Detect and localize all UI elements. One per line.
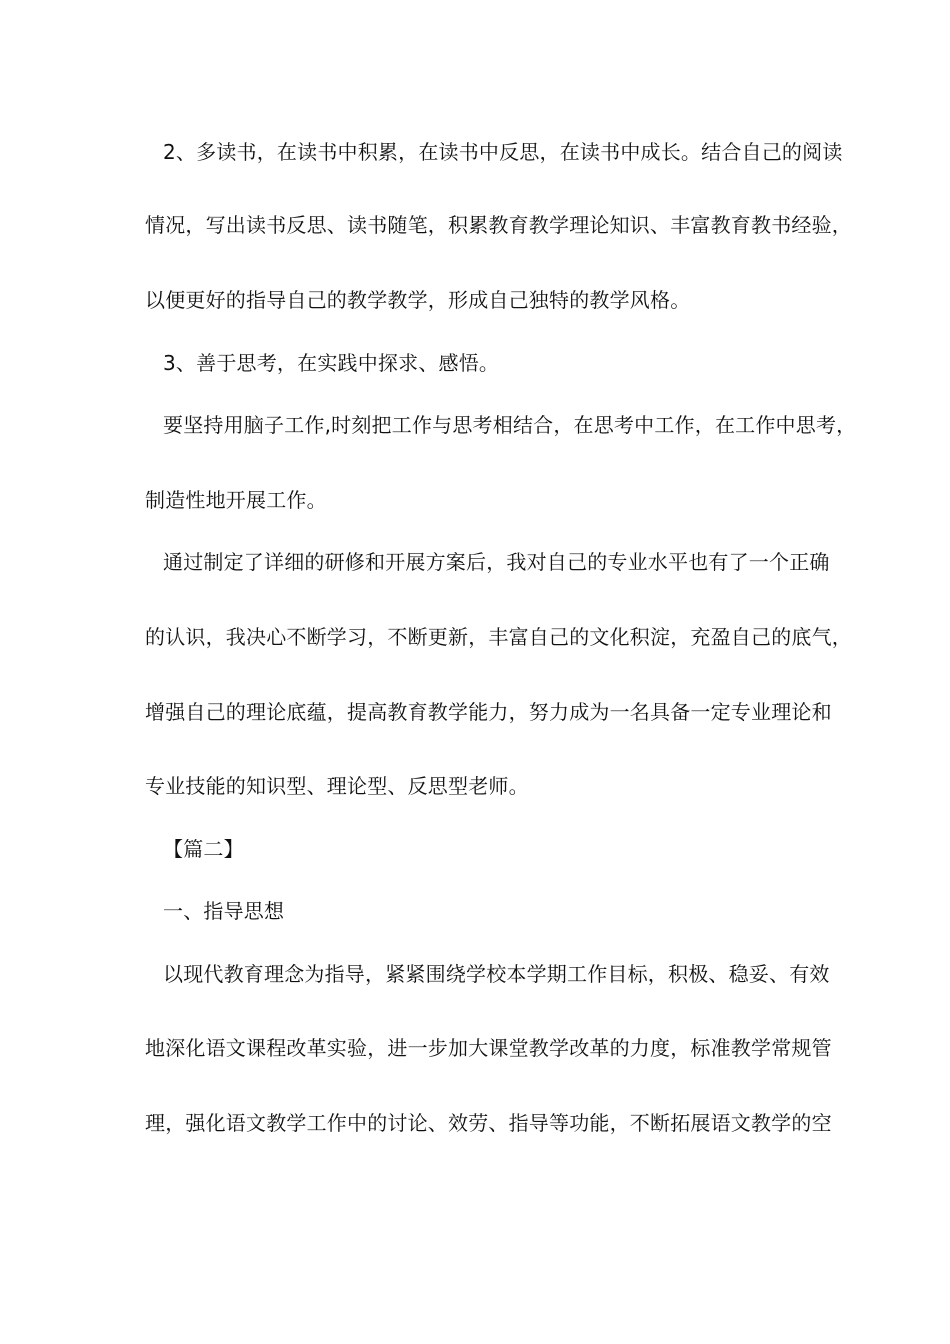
paragraph-line: 增强自己的理论底蕴，提高教育教学能力，努力成为一名具备一定专业理论和 <box>145 700 832 724</box>
paragraph-line: 情况，写出读书反思、读书随笔，积累教育教学理论知识、丰富教育教书经验， <box>145 213 852 237</box>
subsection-heading: 一、指导思想 <box>163 899 285 923</box>
section-heading: 【篇二】 <box>163 837 244 861</box>
paragraph-line: 地深化语文课程改革实验，进一步加大课堂教学改革的力度，标准教学常规管 <box>145 1036 832 1060</box>
list-item-heading: 3、善于思考，在实践中探求、感悟。 <box>163 351 500 375</box>
paragraph-line: 以现代教育理念为指导，紧紧围绕学校本学期工作目标，积极、稳妥、有效 <box>163 962 830 986</box>
paragraph-line: 要坚持用脑子工作,时刻把工作与思考相结合，在思考中工作，在工作中思考， <box>163 413 857 437</box>
paragraph-line: 制造性地开展工作。 <box>145 488 327 512</box>
paragraph-line: 以便更好的指导自己的教学教学，形成自己独特的教学风格。 <box>145 288 691 312</box>
paragraph-line: 专业技能的知识型、理论型、反思型老师。 <box>145 774 529 798</box>
paragraph-line: 的认识，我决心不断学习，不断更新，丰富自己的文化积淀，充盈自己的底气， <box>145 625 852 649</box>
paragraph-line: 2、多读书，在读书中积累，在读书中反思，在读书中成长。结合自己的阅读 <box>163 140 843 164</box>
paragraph-line: 通过制定了详细的研修和开展方案后，我对自己的专业水平也有了一个正确 <box>163 550 830 574</box>
paragraph-line: 理，强化语文教学工作中的讨论、效劳、指导等功能，不断拓展语文教学的空 <box>145 1111 832 1135</box>
